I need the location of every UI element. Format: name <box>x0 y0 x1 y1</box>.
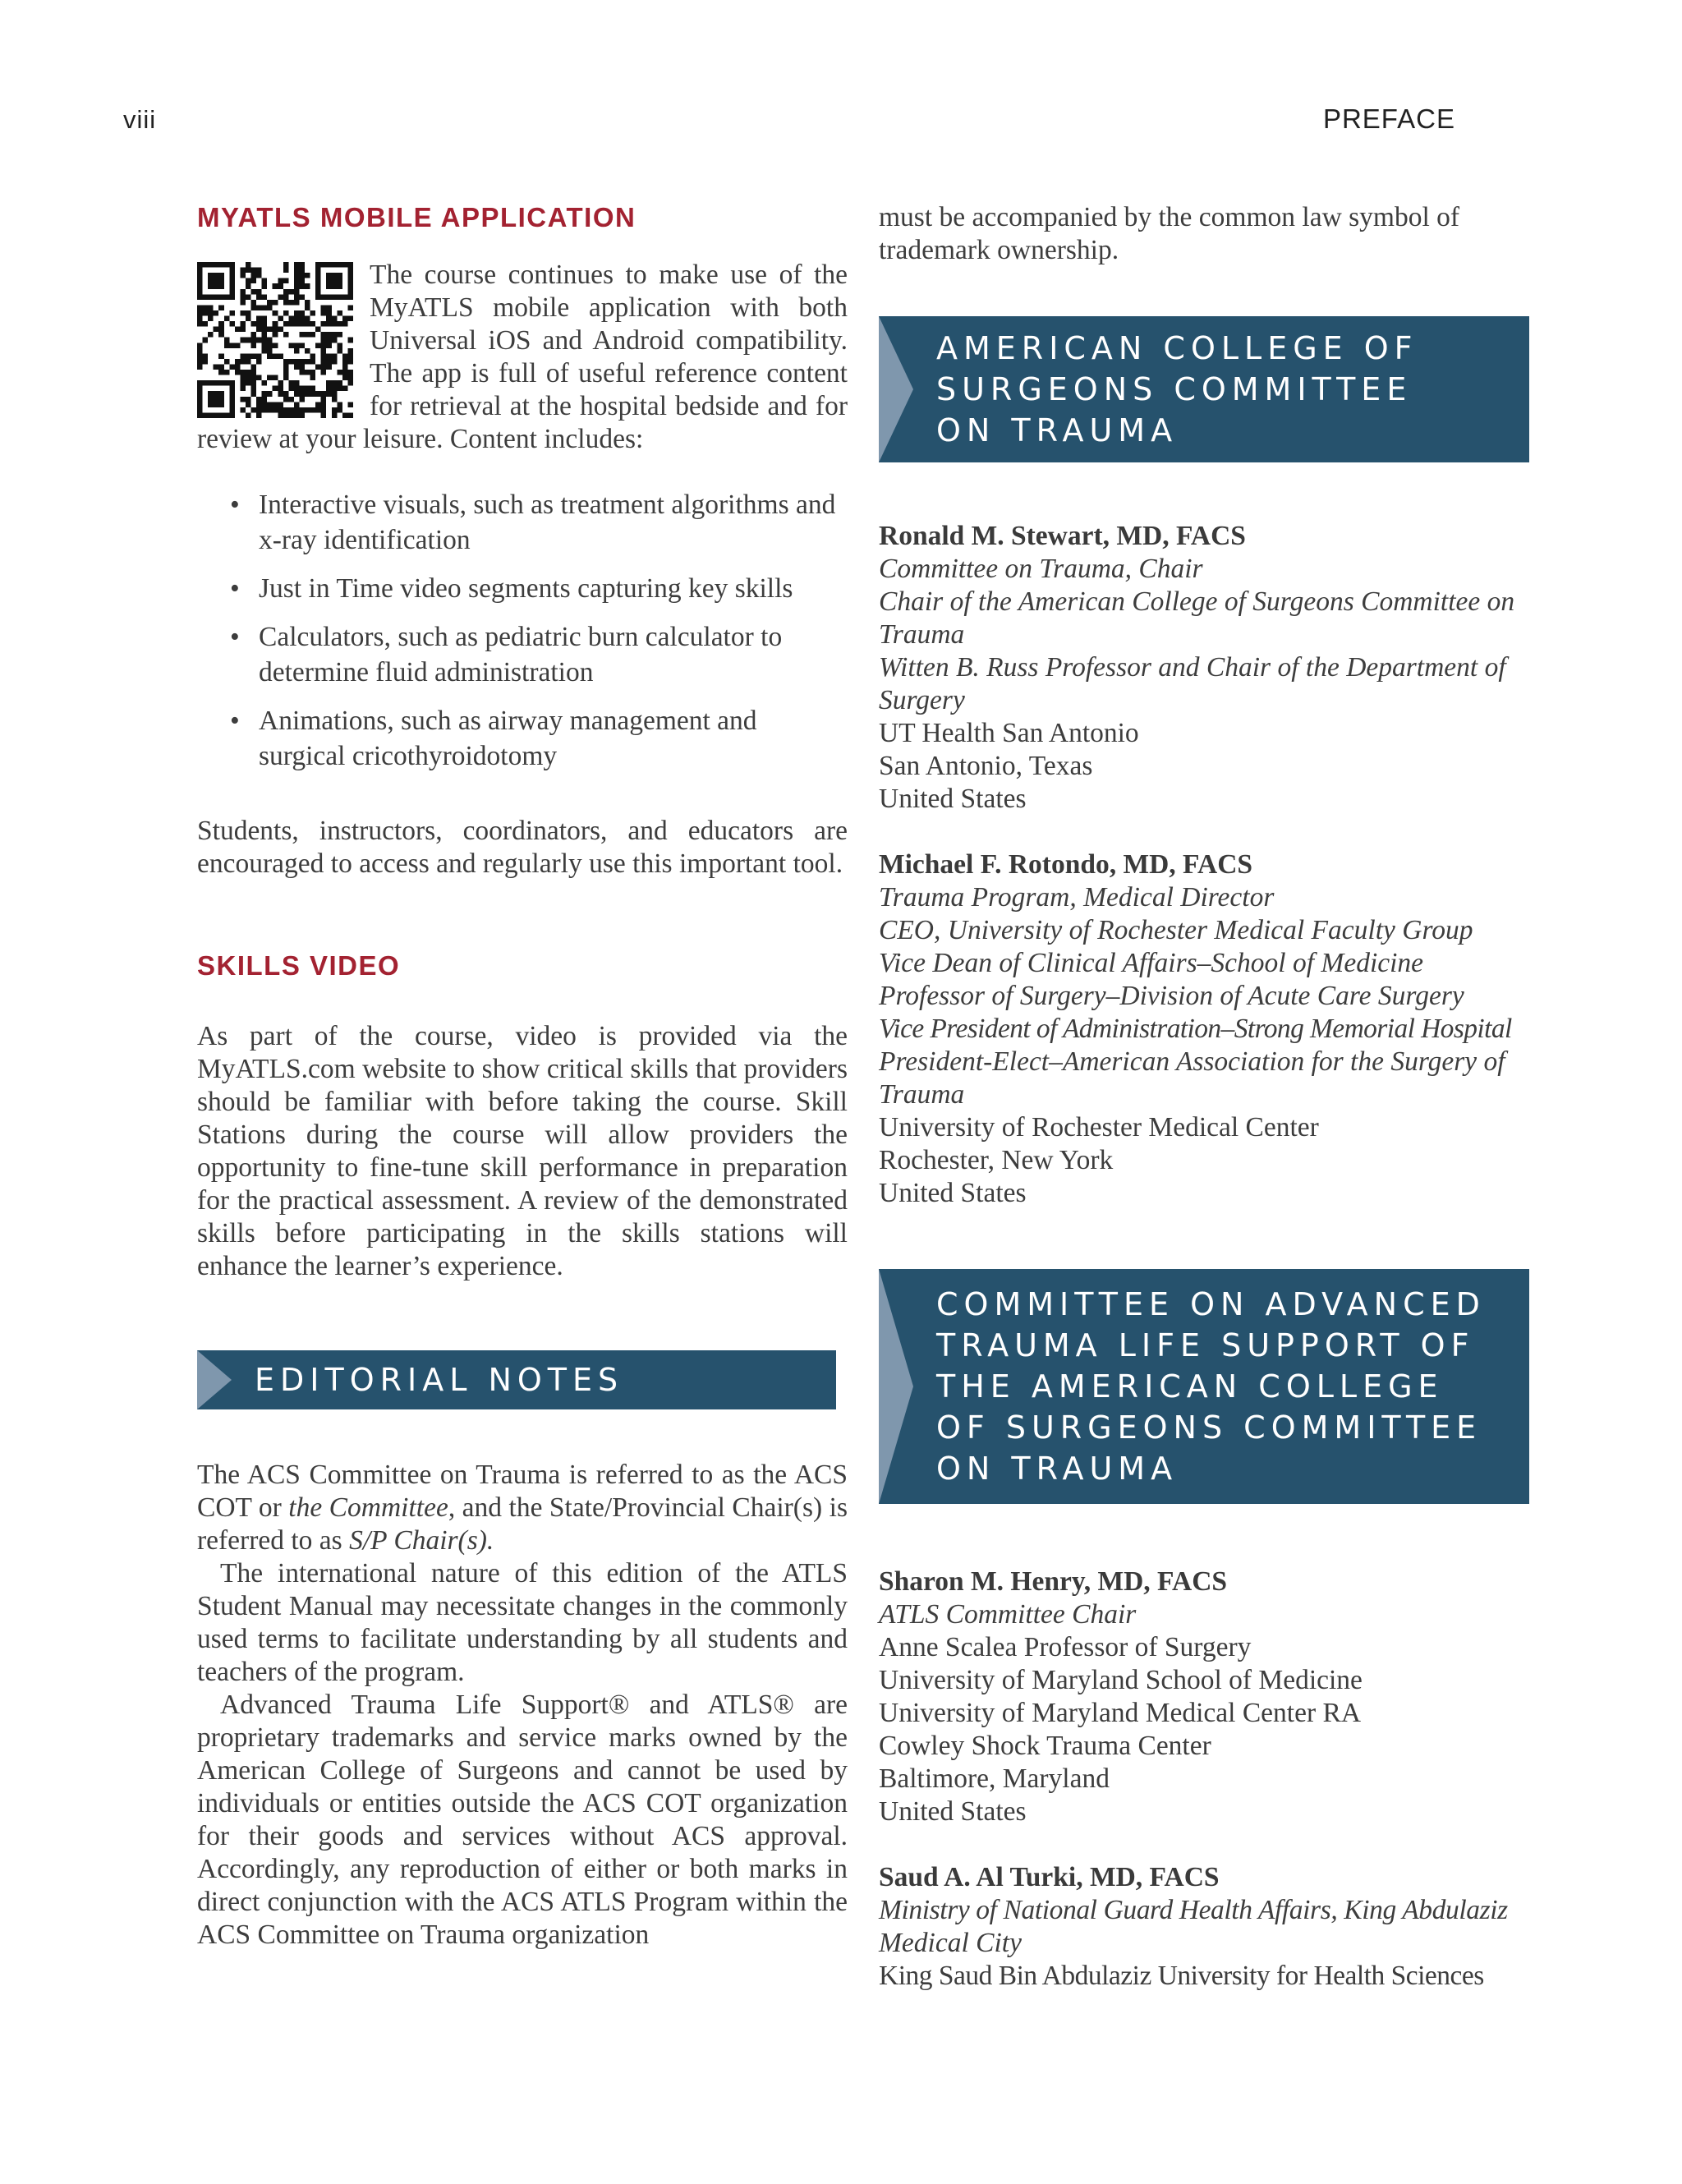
person-detail: King Saud Bin Abdulaziz University for Health Sciences <box>879 1961 1484 1991</box>
person-detail: President-Elect–American Association for the Surgery of <box>879 1046 1505 1077</box>
myatls-heading: MYATLS MOBILE APPLICATION <box>197 202 636 232</box>
left-column <box>197 201 848 1952</box>
list-item: • Calculators, such as pediatric burn calculator to determine fluid administration <box>230 622 783 687</box>
atls-committee-title: COMMITTEE ON ADVANCED TRAUMA LIFE SUPPORT OF THE AMERICAN COLLEGE OF SURGEONS COMMITTEE ON TRAUMA <box>936 1286 1486 1487</box>
list-item: • Animations, such as airway management and surgical cricothyroidotomy <box>230 706 757 771</box>
acs-cot-title: AMERICAN COLLEGE OF SURGEONS COMMITTEE ON TRAUMA <box>936 330 1418 448</box>
person-detail: Trauma <box>879 1079 965 1110</box>
person-detail: Surgery <box>879 685 965 715</box>
person-detail: United States <box>879 1178 1027 1208</box>
chevron-icon <box>197 1350 232 1409</box>
person-name: Sharon M. Henry, MD, FACS <box>879 1566 1228 1597</box>
person-name: Saud A. Al Turki, MD, FACS <box>879 1862 1220 1892</box>
person-detail: Medical City <box>879 1928 1022 1958</box>
chevron-icon <box>879 316 913 462</box>
editorial-notes-banner <box>197 1350 836 1409</box>
feature-list <box>197 487 848 774</box>
person-entry <box>879 848 1529 1210</box>
skills-heading: SKILLS VIDEO <box>197 950 401 981</box>
person-detail: University of Maryland School of Medicine <box>879 1665 1363 1695</box>
person-detail: University of Maryland Medical Center RA <box>879 1698 1362 1728</box>
person-name: Michael F. Rotondo, MD, FACS <box>879 849 1253 880</box>
person-detail: Ministry of National Guard Health Affairs, King Abdulaziz <box>879 1895 1508 1925</box>
person-detail: Committee on Trauma, Chair <box>879 554 1203 584</box>
person-detail: Anne Scalea Professor of Surgery <box>879 1632 1252 1662</box>
person-entry <box>879 1566 1529 1828</box>
person-detail: Baltimore, Maryland <box>879 1763 1110 1794</box>
person-detail: Professor of Surgery–Division of Acute Care Surgery <box>879 981 1464 1011</box>
continuation-paragraph: must be accompanied by the common law symbol of trademark ownership. <box>879 202 1460 265</box>
person-entry <box>879 520 1529 816</box>
person-detail: University of Rochester Medical Center <box>879 1112 1319 1143</box>
myatls-intro: The course continues to make use of the MyATLS mobile application with both Universal iOS and Android compatibility. The app is full of useful reference content for retrieval at the hospital bedside and for review at your leisure. Content includes: <box>197 260 848 454</box>
person-detail: CEO, University of Rochester Medical Faculty Group <box>879 915 1473 945</box>
person-detail: United States <box>879 784 1027 814</box>
page-number: viii <box>123 105 157 134</box>
person-detail: Trauma <box>879 619 965 650</box>
person-detail: UT Health San Antonio <box>879 718 1139 748</box>
person-detail: Vice Dean of Clinical Affairs–School of Medicine <box>879 948 1424 978</box>
person-detail: Trauma Program, Medical Director <box>879 882 1275 913</box>
person-detail: ATLS Committee Chair <box>879 1599 1137 1630</box>
editorial-paragraph-1: The ACS Committee on Trauma is referred to as the ACS COT or the Committee, and the State/Provincial Chair(s) is referred to as S/P Chair(s). <box>197 1460 848 1556</box>
person-detail: United States <box>879 1796 1027 1827</box>
myatls-intro-block <box>197 259 848 456</box>
skills-paragraph: As part of the course, video is provided via the MyATLS.com website to show critical skills that providers should be familiar with before taking the course. Skill Stations during the course will allow providers the opportunity to fine-tune skill performance in preparation for the practical assessment. A review of the demonstrated skills before participating in the skills stations will enhance the learner’s experience. <box>197 1021 848 1281</box>
list-item: • Just in Time video segments capturing key skills <box>230 573 793 604</box>
person-detail: Vice President of Administration–Strong Memorial Hospital <box>879 1014 1512 1044</box>
editorial-paragraph-3: Advanced Trauma Life Support® and ATLS® are proprietary trademarks and service marks owned by the American College of Surgeons and cannot be used by individuals or entities outside the ACS COT organization for their goods and services without ACS approval. Accordingly, any reproduction of either or both marks in direct conjunction with the ACS ATLS Program within the ACS Committee on Trauma organization <box>197 1690 848 1950</box>
person-detail: Rochester, New York <box>879 1145 1114 1175</box>
editorial-paragraph-2: The international nature of this edition of the ATLS Student Manual may necessitate changes in the commonly used terms to facilitate understanding by all students and teachers of the program. <box>197 1558 848 1687</box>
right-column <box>879 201 1529 1993</box>
person-detail: Chair of the American College of Surgeons Committee on <box>879 586 1515 617</box>
students-paragraph: Students, instructors, coordinators, and educators are encouraged to access and regularly use this important tool. <box>197 816 848 879</box>
person-entry <box>879 1861 1529 1993</box>
person-detail: San Antonio, Texas <box>879 751 1093 781</box>
editorial-notes-title: EDITORIAL NOTES <box>255 1362 624 1398</box>
acs-cot-banner <box>879 316 1529 462</box>
person-detail: Cowley Shock Trauma Center <box>879 1731 1211 1761</box>
qr-code <box>197 262 353 418</box>
person-name: Ronald M. Stewart, MD, FACS <box>879 521 1246 551</box>
list-item: • Interactive visuals, such as treatment algorithms and x-ray identification <box>230 490 836 555</box>
atls-committee-banner <box>879 1269 1529 1504</box>
person-detail: Witten B. Russ Professor and Chair of the Department of <box>879 652 1506 683</box>
chevron-icon <box>879 1269 913 1504</box>
running-head: PREFACE <box>1322 103 1455 134</box>
